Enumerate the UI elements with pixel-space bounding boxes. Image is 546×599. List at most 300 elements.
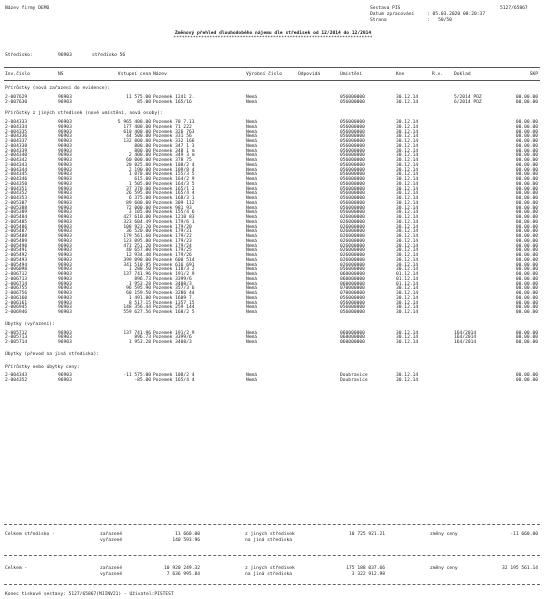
totals-all-divider: [4, 555, 540, 556]
cell-kne: 30.12.14: [396, 335, 419, 341]
cell-skp: 00.00.00: [515, 335, 538, 341]
cell-nazev: Pozemek 179/25: [153, 248, 192, 254]
cell-umisteni: 056000000: [340, 191, 365, 197]
cell-umisteni: 026000000: [340, 229, 365, 235]
cell-kne: 30.12.14: [396, 300, 419, 306]
cell-nazev: Pozemek 1357 15: [153, 300, 195, 306]
cell-ns: 96903: [58, 94, 72, 100]
cell-nazev: Pozemek 347 1 3: [153, 143, 195, 149]
cell-ns: 96903: [58, 248, 72, 254]
totals-stredisko-label: Celkem středisko -: [5, 532, 55, 537]
cell-umisteni: 060000000: [340, 335, 365, 341]
stredisko-name: středisko 56: [92, 53, 126, 58]
cell-ns: 96903: [58, 196, 72, 201]
cell-kne: 30.12.14: [396, 310, 419, 315]
cell-umisteni: 056000000: [340, 120, 365, 125]
cell-inv-cislo: 2-004345: [5, 172, 28, 178]
company-name: Název firmy DEMO: [5, 6, 50, 11]
cell-ns: 96903: [58, 158, 72, 163]
cell-vyrobni-cislo: Nemá: [246, 335, 258, 341]
cell-vstupni-cena: 137 741.96: [123, 330, 151, 336]
cell-nazev: Pozemek 331 56: [153, 134, 192, 140]
cell-inv-cislo: 2-006713: [5, 276, 28, 282]
cell-ns: 96903: [58, 330, 72, 336]
cell-vstupni-cena: 132 800.00: [123, 139, 151, 144]
cell-vyrobni-cislo: Nemá: [246, 340, 258, 345]
column-header-ns: NS: [58, 72, 64, 77]
cell-ns: 96903: [58, 378, 72, 383]
cell-kne: 30.12.14: [396, 186, 419, 192]
cell-vyrobni-cislo: Nemá: [246, 94, 258, 100]
cell-kne: 30.12.14: [396, 248, 419, 254]
cell-ns: 96903: [58, 148, 72, 154]
cell-vstupni-cena: 137 741.96: [123, 272, 151, 277]
cell-skp: 00.00.00: [515, 172, 538, 178]
cell-ns: 96903: [58, 205, 72, 211]
cell-inv-cislo: 2-006098: [5, 267, 28, 273]
cell-nazev: Pozemek 165/1 2: [153, 186, 195, 192]
cell-vyrobni-cislo: Nemá: [246, 158, 258, 163]
footer-divider: [4, 584, 540, 585]
cell-vstupni-cena: 26 595.00: [126, 191, 151, 197]
cell-skp: 00.00.00: [515, 124, 538, 130]
cell-vyrobni-cislo: Nemá: [246, 205, 258, 211]
cell-kne: 30.12.14: [396, 94, 419, 100]
cell-skp: 00.00.00: [515, 291, 538, 296]
cell-inv-cislo: 2-005486: [5, 224, 28, 230]
section-heading: Přírůstky (nová zařazení do evidence):: [5, 86, 111, 91]
header-divider-bottom: [4, 80, 540, 81]
cell-vstupni-cena: 60 159.50: [126, 291, 151, 296]
totals-stredisko-zarazene-label: zařazené: [100, 532, 123, 537]
totals-stredisko-zmeny-value: -11 660.00: [510, 532, 538, 537]
cell-skp: 00.00.00: [515, 200, 538, 206]
cell-umisteni: 056000000: [340, 134, 365, 140]
cell-umisteni: 056000000: [340, 186, 365, 192]
cell-nazev: Pozemek 348 1 m: [153, 148, 195, 154]
cell-umisteni: 026000000: [340, 257, 365, 263]
cell-vyrobni-cislo: Nemá: [246, 378, 258, 383]
cell-inv-cislo: 2-005494: [5, 262, 28, 268]
cell-ns: 96903: [58, 295, 72, 301]
cell-umisteni: 056000000: [340, 181, 365, 187]
cell-vstupni-cena: 44 500.00: [126, 134, 151, 140]
strana-label: Strana: [370, 18, 387, 23]
cell-kne: 30.12.14: [396, 162, 419, 168]
cell-skp: 00.00.00: [515, 94, 538, 100]
cell-skp: 00.00.00: [515, 219, 538, 225]
cell-inv-cislo: 2-005492: [5, 253, 28, 258]
column-header-vyrobni-cislo: Výrobní číslo: [246, 72, 282, 77]
column-header-umisteni: Umístění: [340, 72, 363, 77]
cell-vstupni-cena: 610 400.00: [123, 129, 151, 135]
cell-skp: 00.00.00: [515, 238, 538, 244]
cell-skp: 00.00.00: [515, 310, 538, 315]
cell-inv-cislo: 2-005712: [5, 330, 28, 336]
cell-ns: 96903: [58, 373, 72, 379]
cell-nazev: Pozemek 108/2 4: [153, 373, 195, 379]
cell-ns: 96903: [58, 224, 72, 230]
cell-vyrobni-cislo: Nemá: [246, 148, 258, 154]
cell-vyrobni-cislo: Nemá: [246, 257, 258, 263]
cell-inv-cislo: 2-005388: [5, 205, 28, 211]
cell-skp: 00.00.00: [515, 148, 538, 154]
cell-vstupni-cena: 3 105.00: [128, 210, 151, 216]
cell-umisteni: 026000000: [340, 234, 365, 239]
cell-umisteni: 060000000: [340, 330, 365, 336]
cell-umisteni: 026000000: [340, 248, 365, 254]
cell-nazev: Pozemek 179/21: [153, 229, 192, 235]
cell-nazev: Pozemek 164/3 5: [153, 181, 195, 187]
cell-umisteni: 060000000: [340, 340, 365, 345]
cell-nazev: Pozemek 168/2 5: [153, 310, 195, 315]
cell-umisteni: 056000000: [340, 139, 365, 144]
cell-inv-cislo: 2-004333: [5, 120, 28, 125]
cell-skp: 00.00.00: [515, 229, 538, 235]
stredisko-label: Středisko:: [5, 53, 33, 58]
cell-doklad: 164/2014: [454, 335, 477, 341]
cell-ns: 96903: [58, 340, 72, 345]
cell-vyrobni-cislo: Nemá: [246, 124, 258, 130]
cell-kne: 30.12.14: [396, 330, 419, 336]
cell-skp: 00.00.00: [515, 153, 538, 159]
cell-umisteni: 056000000: [340, 148, 365, 154]
cell-vstupni-cena: 427 610.00: [123, 215, 151, 220]
cell-kne: 30.12.14: [396, 291, 419, 296]
cell-vstupni-cena: 896.73: [134, 276, 151, 282]
cell-nazev: Pozemek 1241 2.: [153, 94, 195, 100]
totals-all-zarazene-value: 10 920 249.32: [164, 566, 200, 571]
cell-vstupni-cena: -11 575.00: [123, 373, 151, 379]
cell-vstupni-cena: 5 965 400.00: [117, 120, 151, 125]
cell-kne: 30.12.14: [396, 243, 419, 249]
cell-umisteni: 026000000: [340, 219, 365, 225]
cell-nazev: Pozemek 981 93: [153, 205, 192, 211]
cell-skp: 00.00.00: [515, 286, 538, 292]
cell-vstupni-cena: 96 595.90: [126, 286, 151, 292]
cell-kne: 30.12.14: [396, 200, 419, 206]
column-header-inv-cislo: Inv.číslo: [5, 72, 30, 77]
cell-vyrobni-cislo: Nemá: [246, 229, 258, 235]
strana-value: : 50/50: [427, 18, 452, 23]
cell-vyrobni-cislo: Nemá: [246, 153, 258, 159]
header-divider-top: [4, 67, 540, 68]
cell-nazev: Pozemek 165/4 4: [153, 378, 195, 383]
cell-umisteni: 026000000: [340, 238, 365, 244]
cell-inv-cislo: 2-004352: [5, 378, 28, 383]
cell-vyrobni-cislo: Nemá: [246, 373, 258, 379]
cell-nazev: Pozemek 259 144: [153, 305, 195, 311]
cell-vyrobni-cislo: Nemá: [246, 310, 258, 315]
cell-ns: 96903: [58, 243, 72, 249]
cell-ns: 96903: [58, 143, 72, 149]
cell-kne: 30.12.14: [396, 286, 419, 292]
cell-skp: 00.00.00: [515, 158, 538, 163]
cell-kne: 30.12.14: [396, 262, 419, 268]
cell-kne: 30.12.14: [396, 134, 419, 140]
cell-ns: 96903: [58, 262, 72, 268]
cell-ns: 96903: [58, 172, 72, 178]
cell-kne: 30.12.14: [396, 219, 419, 225]
cell-kne: 30.12.14: [396, 257, 419, 263]
cell-ns: 96903: [58, 272, 72, 277]
cell-inv-cislo: 2-005389: [5, 210, 28, 216]
cell-doklad: 164/2014: [454, 340, 477, 345]
totals-stredisko-vyrazene-value: 140 593.96: [172, 538, 200, 543]
cell-kne: 30.12.14: [396, 373, 419, 379]
cell-vyrobni-cislo: Nemá: [246, 139, 258, 144]
cell-skp: 00.00.00: [515, 276, 538, 282]
cell-kne: 30.12.14: [396, 229, 419, 235]
cell-ns: 96903: [58, 219, 72, 225]
cell-kne: 30.12.14: [396, 196, 419, 201]
cell-skp: 00.00.00: [515, 267, 538, 273]
totals-all-z-jinych-value: 175 188 037.66: [346, 566, 385, 571]
cell-vyrobni-cislo: Nemá: [246, 120, 258, 125]
cell-kne: 30.12.14: [396, 205, 419, 211]
cell-ns: 96903: [58, 153, 72, 159]
cell-umisteni: 056000000: [340, 300, 365, 306]
cell-vyrobni-cislo: Nemá: [246, 291, 258, 296]
cell-vyrobni-cislo: Nemá: [246, 286, 258, 292]
cell-ns: 96903: [58, 162, 72, 168]
cell-umisteni: 060000000: [340, 281, 365, 287]
cell-inv-cislo: 2-005491: [5, 248, 28, 254]
cell-inv-cislo: 2-004336: [5, 134, 28, 140]
cell-inv-cislo: 2-004352: [5, 191, 28, 197]
cell-kne: 30.12.14: [396, 129, 419, 135]
cell-nazev: Pozemek 3408/3: [153, 340, 192, 345]
cell-vstupni-cena: 1 491.00: [128, 295, 151, 301]
cell-ns: 96903: [58, 134, 72, 140]
cell-nazev: Pozemek 71 222: [153, 124, 192, 130]
cell-vyrobni-cislo: Nemá: [246, 177, 258, 182]
cell-inv-cislo: 2-005487: [5, 229, 28, 235]
cell-skp: 00.00.00: [515, 181, 538, 187]
section-heading: Úbytky (převod na jiná střediska):: [5, 351, 100, 357]
cell-vyrobni-cislo: Nemá: [246, 243, 258, 249]
cell-umisteni: 056000000: [340, 172, 365, 178]
cell-vyrobni-cislo: Nemá: [246, 262, 258, 268]
cell-doklad: 6/2014 POZ: [454, 99, 482, 105]
cell-vyrobni-cislo: Nemá: [246, 253, 258, 258]
cell-kne: 30.12.14: [396, 378, 419, 383]
cell-inv-cislo: 2-005484: [5, 215, 28, 220]
cell-skp: 00.00.00: [515, 134, 538, 140]
cell-kne: 30.12.14: [396, 253, 419, 258]
cell-kne: 30.12.14: [396, 181, 419, 187]
cell-skp: 00.00.00: [515, 210, 538, 216]
cell-skp: 00.00.00: [515, 120, 538, 125]
cell-nazev: Pozemek 332 166: [153, 139, 195, 144]
sestava-value: 5127/65867: [500, 6, 528, 11]
cell-vstupni-cena: 11 575.00: [126, 94, 151, 100]
cell-vstupni-cena: 2 400.00: [128, 153, 151, 159]
cell-vstupni-cena: 60 000.00: [126, 158, 151, 163]
cell-doklad: 5/2014 POZ: [454, 94, 482, 100]
cell-skp: 00.00.00: [515, 243, 538, 249]
cell-inv-cislo: 2-005713: [5, 335, 28, 341]
cell-kne: 30.12.14: [396, 305, 419, 311]
cell-inv-cislo: 2-004343: [5, 162, 28, 168]
cell-kne: 30.12.14: [396, 340, 419, 345]
cell-inv-cislo: 2-004350: [5, 181, 28, 187]
cell-vyrobni-cislo: Nemá: [246, 300, 258, 306]
cell-ns: 96903: [58, 215, 72, 220]
cell-vyrobni-cislo: Nemá: [246, 276, 258, 282]
cell-ns: 96903: [58, 291, 72, 296]
cell-ns: 96903: [58, 253, 72, 258]
cell-skp: 00.00.00: [515, 191, 538, 197]
cell-vstupni-cena: 36 520.00: [126, 229, 151, 235]
cell-skp: 00.00.00: [515, 99, 538, 105]
cell-umisteni: 026000000: [340, 224, 365, 230]
cell-skp: 00.00.00: [515, 129, 538, 135]
cell-skp: 00.00.00: [515, 248, 538, 254]
cell-vstupni-cena: 473 251.20: [123, 243, 151, 249]
cell-nazev: Pozemek 109/8 4: [153, 167, 195, 173]
cell-inv-cislo: 2-005714: [5, 340, 28, 345]
report-title: Změnový přehled dlouhodobého nájemu dle středisek od 12/2014 do 12/2014: [174, 31, 372, 36]
cell-skp: 00.00.00: [515, 373, 538, 379]
cell-nazev: Pozemek 179/20: [153, 224, 192, 230]
cell-vyrobni-cislo: Nemá: [246, 143, 258, 149]
cell-nazev: Pozemek 155/4 6: [153, 210, 195, 216]
totals-all-label: Celkem -: [5, 566, 28, 571]
cell-vstupni-cena: 177 400.00: [123, 124, 151, 130]
cell-inv-cislo: 2-005485: [5, 219, 28, 225]
totals-all-na-jina-value: 3 322 912.98: [351, 572, 385, 577]
cell-kne: 30.12.14: [396, 148, 419, 154]
cell-vyrobni-cislo: Nemá: [246, 134, 258, 140]
column-header-skp: SKP: [529, 72, 538, 77]
cell-skp: 00.00.00: [515, 234, 538, 239]
cell-ns: 96903: [58, 281, 72, 287]
cell-vyrobni-cislo: Nemá: [246, 162, 258, 168]
column-header-doklad: Doklad: [454, 72, 471, 77]
cell-umisteni: 060000000: [340, 272, 365, 277]
cell-vstupni-cena: 179 561.60: [123, 234, 151, 239]
cell-vstupni-cena: 123 095.00: [123, 238, 151, 244]
cell-vstupni-cena: 40 657.00: [126, 248, 151, 254]
cell-kne: 01.12.14: [396, 276, 419, 282]
totals-all-na-jina-label: na jiná střediska: [245, 572, 293, 577]
cell-umisteni: 056000000: [340, 167, 365, 173]
totals-all-vyrazene-label: vyřazené: [100, 572, 123, 577]
cell-inv-cislo: 2-004344: [5, 167, 28, 173]
cell-inv-cislo: 2-005493: [5, 257, 28, 263]
cell-vstupni-cena: 20 025.00: [126, 162, 151, 168]
column-header-vstupni-cena: Vstupní cena: [117, 72, 151, 77]
datum-value: : 05.03.2020 08:20:37: [427, 12, 486, 17]
cell-vyrobni-cislo: Nemá: [246, 295, 258, 301]
cell-vyrobni-cislo: Nemá: [246, 215, 258, 220]
cell-inv-cislo: 2-007629: [5, 94, 28, 100]
cell-ns: 96903: [58, 238, 72, 244]
cell-ns: 96903: [58, 120, 72, 125]
cell-inv-cislo: 2-004351: [5, 186, 28, 192]
cell-kne: 30.12.14: [396, 120, 419, 125]
cell-vstupni-cena: 148 356.44: [123, 305, 151, 311]
cell-vyrobni-cislo: Nemá: [246, 267, 258, 273]
cell-vstupni-cena: 85.00: [137, 99, 151, 105]
cell-vyrobni-cislo: Nemá: [246, 224, 258, 230]
cell-umisteni: 056000000: [340, 153, 365, 159]
cell-vyrobni-cislo: Nemá: [246, 234, 258, 239]
cell-kne: 30.12.14: [396, 143, 419, 149]
cell-nazev: Pozemek 179/23: [153, 238, 192, 244]
cell-inv-cislo: 2-004339: [5, 148, 28, 154]
cell-skp: 00.00.00: [515, 330, 538, 336]
cell-vyrobni-cislo: Nemá: [246, 99, 258, 105]
cell-ns: 96903: [58, 276, 72, 282]
cell-skp: 00.00.00: [515, 378, 538, 383]
cell-ns: 96903: [58, 167, 72, 173]
cell-kne: 30.12.14: [396, 177, 419, 182]
cell-nazev: Pozemek 309 112: [153, 200, 195, 206]
column-header-rv: R.v.: [432, 72, 444, 77]
cell-inv-cislo: 2-006160: [5, 295, 28, 301]
cell-ns: 96903: [58, 99, 72, 105]
cell-umisteni: 026000000: [340, 243, 365, 249]
cell-nazev: Pozemek 600 514: [153, 257, 195, 263]
cell-ns: 96903: [58, 139, 72, 144]
cell-ns: 96903: [58, 200, 72, 206]
cell-umisteni: 070000000: [340, 286, 365, 292]
cell-vstupni-cena: 896.73: [134, 335, 151, 341]
cell-vyrobni-cislo: Nemá: [246, 196, 258, 201]
cell-kne: 30.12.14: [396, 167, 419, 173]
cell-nazev: Pozemek 378 75: [153, 158, 192, 163]
cell-vyrobni-cislo: Nemá: [246, 129, 258, 135]
cell-skp: 00.00.00: [515, 196, 538, 201]
cell-ns: 96903: [58, 335, 72, 341]
cell-ns: 96903: [58, 191, 72, 197]
cell-kne: 01.12.14: [396, 272, 419, 277]
cell-inv-cislo: 2-004338: [5, 143, 28, 149]
section-heading: Přírůstky nebo úbytky ceny:: [5, 364, 80, 370]
cell-inv-cislo: 2-006946: [5, 310, 28, 315]
column-header-nazev: Název: [153, 72, 167, 77]
cell-skp: 00.00.00: [515, 186, 538, 192]
cell-ns: 96903: [58, 229, 72, 235]
cell-vstupni-cena: 89 600.00: [126, 200, 151, 206]
cell-nazev: Pozemek 164/2 9: [153, 177, 195, 182]
cell-vstupni-cena: 1 505.00: [128, 181, 151, 187]
cell-skp: 00.00.00: [515, 340, 538, 345]
cell-kne: 30.12.14: [396, 153, 419, 159]
totals-all-zmeny-value: 32 195 561.14: [502, 566, 538, 571]
footer-text: Konec tiskové sestavy: 5127/65867(MJINV21) - Uživatel:PISTEST: [5, 592, 174, 597]
cell-umisteni: 056000000: [340, 200, 365, 206]
cell-vstupni-cena: 2 190.00: [128, 167, 151, 173]
section-heading: Přírůstky z jiných středisek (nové umístění, nová osoby):: [5, 111, 163, 117]
cell-umisteni: 026000000: [340, 262, 365, 268]
column-header-kne: Kne: [396, 72, 405, 77]
cell-vstupni-cena: 399 090.00: [123, 257, 151, 263]
cell-vstupni-cena: 8 517.15: [128, 300, 151, 306]
cell-kne: 30.12.14: [396, 224, 419, 230]
cell-inv-cislo: 2-006161: [5, 300, 28, 306]
cell-vyrobni-cislo: Nemá: [246, 305, 258, 311]
cell-kne: 30.12.14: [396, 191, 419, 197]
title-underline: ************************************************************************: [173, 36, 373, 41]
cell-kne: 30.12.14: [396, 238, 419, 244]
cell-umisteni: 056000000: [340, 267, 365, 273]
cell-umisteni: 056000000: [340, 158, 365, 163]
cell-ns: 96903: [58, 177, 72, 182]
cell-vstupni-cena: 12 934.40: [126, 253, 151, 258]
